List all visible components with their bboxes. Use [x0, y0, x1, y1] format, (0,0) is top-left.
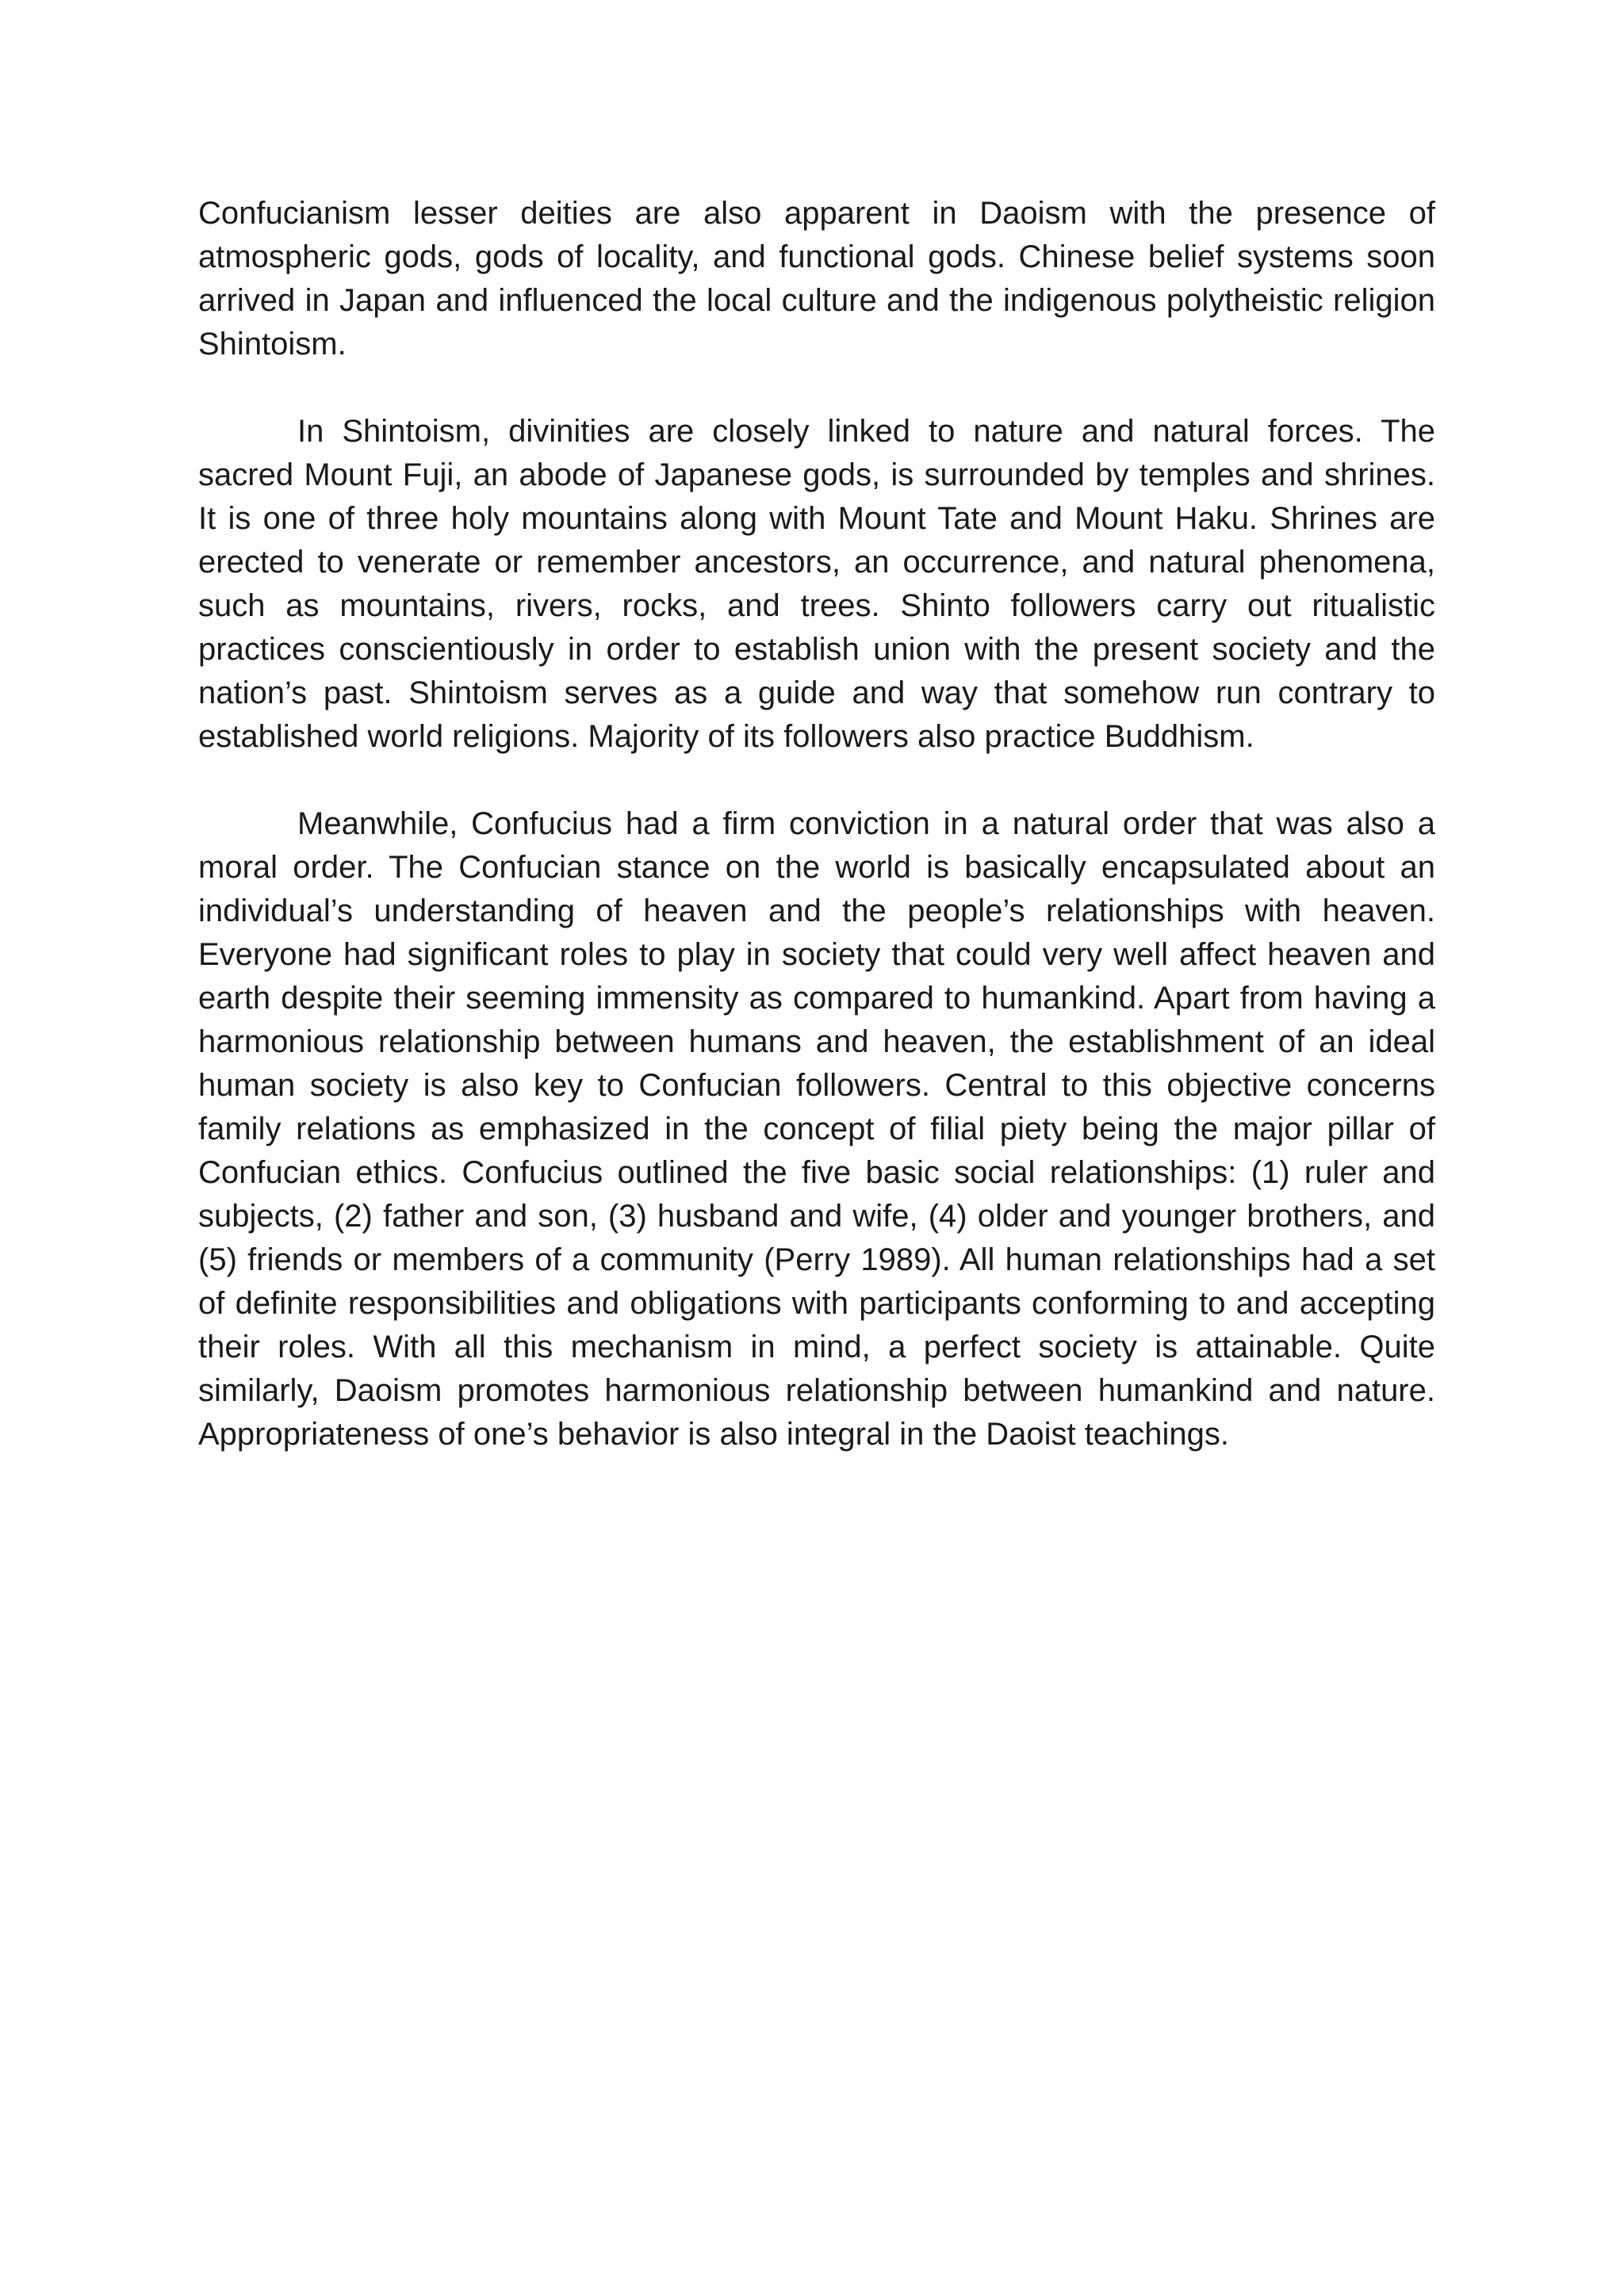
paragraph-1: Confucianism lesser deities are also apparent in Daoism with the presence of atmospheric gods, gods of locality, and functional gods. Chinese belief systems soon arrived in Japan and influenced the local culture and the indigenous polytheistic religion Shintoism. — [198, 196, 1435, 362]
paragraph-2: In Shintoism, divinities are closely linked to nature and natural forces. The sacred Mount Fuji, an abode of Japanese gods, is surrounded by temples and shrines. It is one of three holy mountains along with Mount Tate and Mount Haku. Shrines are erected to venerate or remember ancestors, an occurrence, and natural phenomena, such as mountains, rivers, rocks, and trees. Shinto followers carry out ritualistic practices conscientiously in order to establish union with the present society and the nation’s past. Shintoism serves as a guide and way that somehow run contrary to established world religions. Majority of its followers also practice Buddhism. — [198, 414, 1435, 754]
paragraph-3: Meanwhile, Confucius had a firm conviction in a natural order that was also a moral order. The Confucian stance on the world is basically encapsulated about an individual’s understanding of heaven and the people’s relationships with heaven. Everyone had significant roles to play in society that could very well affect heaven and earth despite their seeming immensity as compared to humankind. Apart from having a harmonious relationship between humans and heaven, the establishment of an ideal human society is also key to Confucian followers. Central to this objective concerns family relations as emphasized in the concept of filial piety being the major pillar of Confucian ethics. Confucius outlined the five basic social relationships: (1) ruler and subjects, (2) father and son, (3) husband and wife, (4) older and younger brothers, and (5) friends or members of a community (Perry 1989). All human relationships had a set of definite responsibilities and obligations with participants conforming to and accepting their roles. With all this mechanism in mind, a perfect society is attainable. Quite similarly, Daoism promotes harmonious relationship between humankind and nature. Appropriateness of one’s behavior is also integral in the Daoist teachings. — [198, 806, 1435, 1452]
body-text — [198, 192, 1435, 1500]
